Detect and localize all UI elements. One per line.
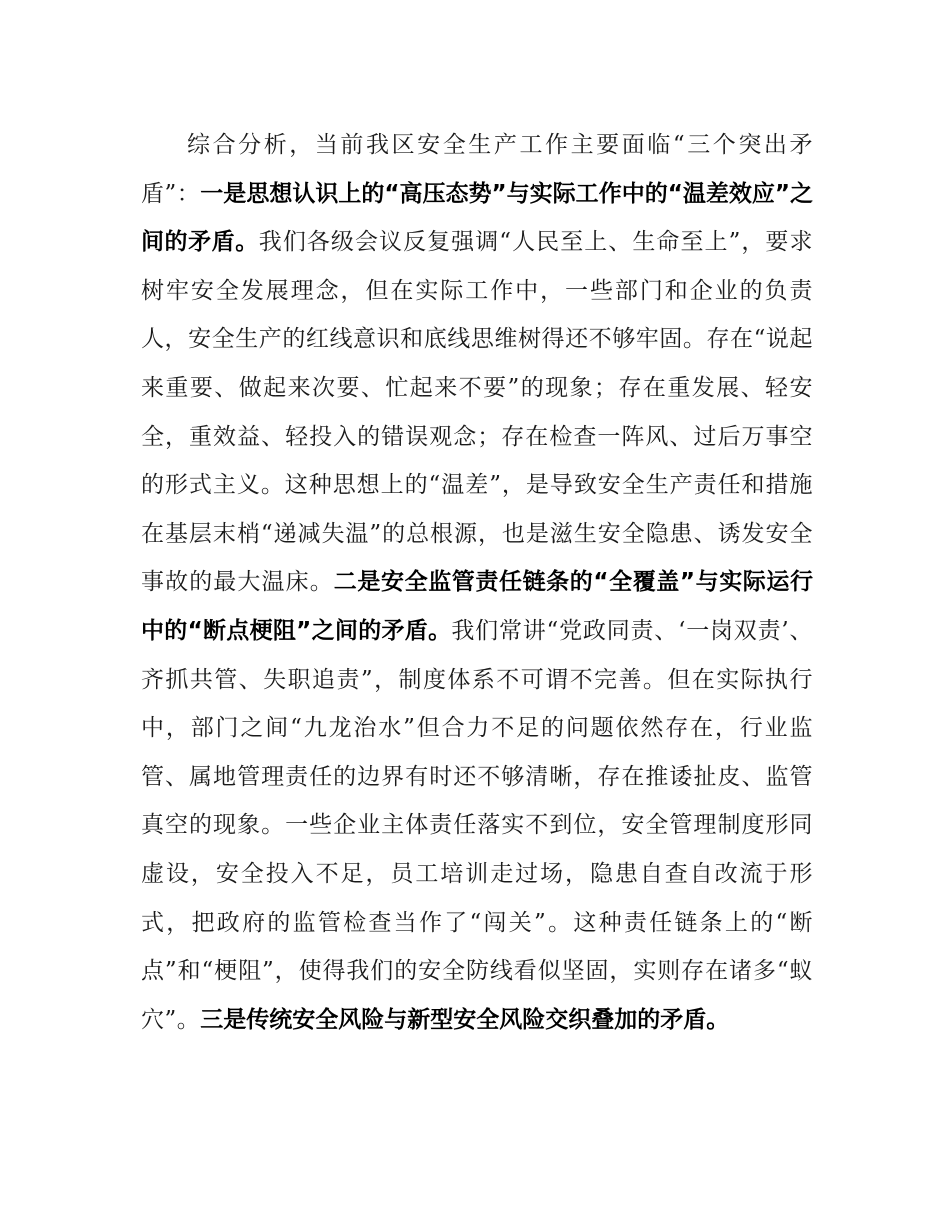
heading-point-one: 一是思想认识上的“高压态势”与实际工作中的“温差效应”之间的矛盾。 xyxy=(141,180,814,256)
point-two-body: 我们常讲“党政同责、‘一岗双责’、齐抓共管、失职追责”，制度体系不可谓不完善。但在实际执行中，部门之间“九龙治水”但合力不足的问题依然存在，行业监管、属地管理责任的边界有时还不够清晰，存在推诿扯皮、监管真空的现象。一些企业主体责任落实不到位，安全管理制度形同虚设，安全投入不足，员工培训走过场，隐患自查自改流于形式，把政府的监管检查当作了“闯关”。这种责任链条上的“断点”和“梗阻”，使得我们的安全防线看似坚固，实则存在诸多“蚁穴”。 xyxy=(141,617,813,1033)
intro-text: 综合分析，当前我区安全生产工作主要面临“三个突出矛盾”： xyxy=(141,132,813,207)
heading-point-three: 三是传统安全风险与新型安全风险交织叠加的矛盾。 xyxy=(200,1006,730,1033)
heading-point-two: 二是安全监管责任链条的“全覆盖”与实际运行中的“断点梗阻”之间的矛盾。 xyxy=(141,569,814,644)
point-one-body: 我们各级会议反复强调“人民至上、生命至上”，要求树牢安全发展理念，但在实际工作中，一些部门和企业的负责人，安全生产的红线意识和底线思维树得还不够牢固。存在“说起来重要、做起来次要、忙起来不要”的现象；存在重发展、轻安全，重效益、轻投入的错误观念；存在检查一阵风、过后万事空的形式主义。这种思想上的“温差”，是导致安全生产责任和措施在基层末梢“递减失温”的总根源，也是滋生安全隐患、诱发安全事故的最大温床。 xyxy=(141,229,813,596)
body-paragraph xyxy=(141,121,813,1044)
